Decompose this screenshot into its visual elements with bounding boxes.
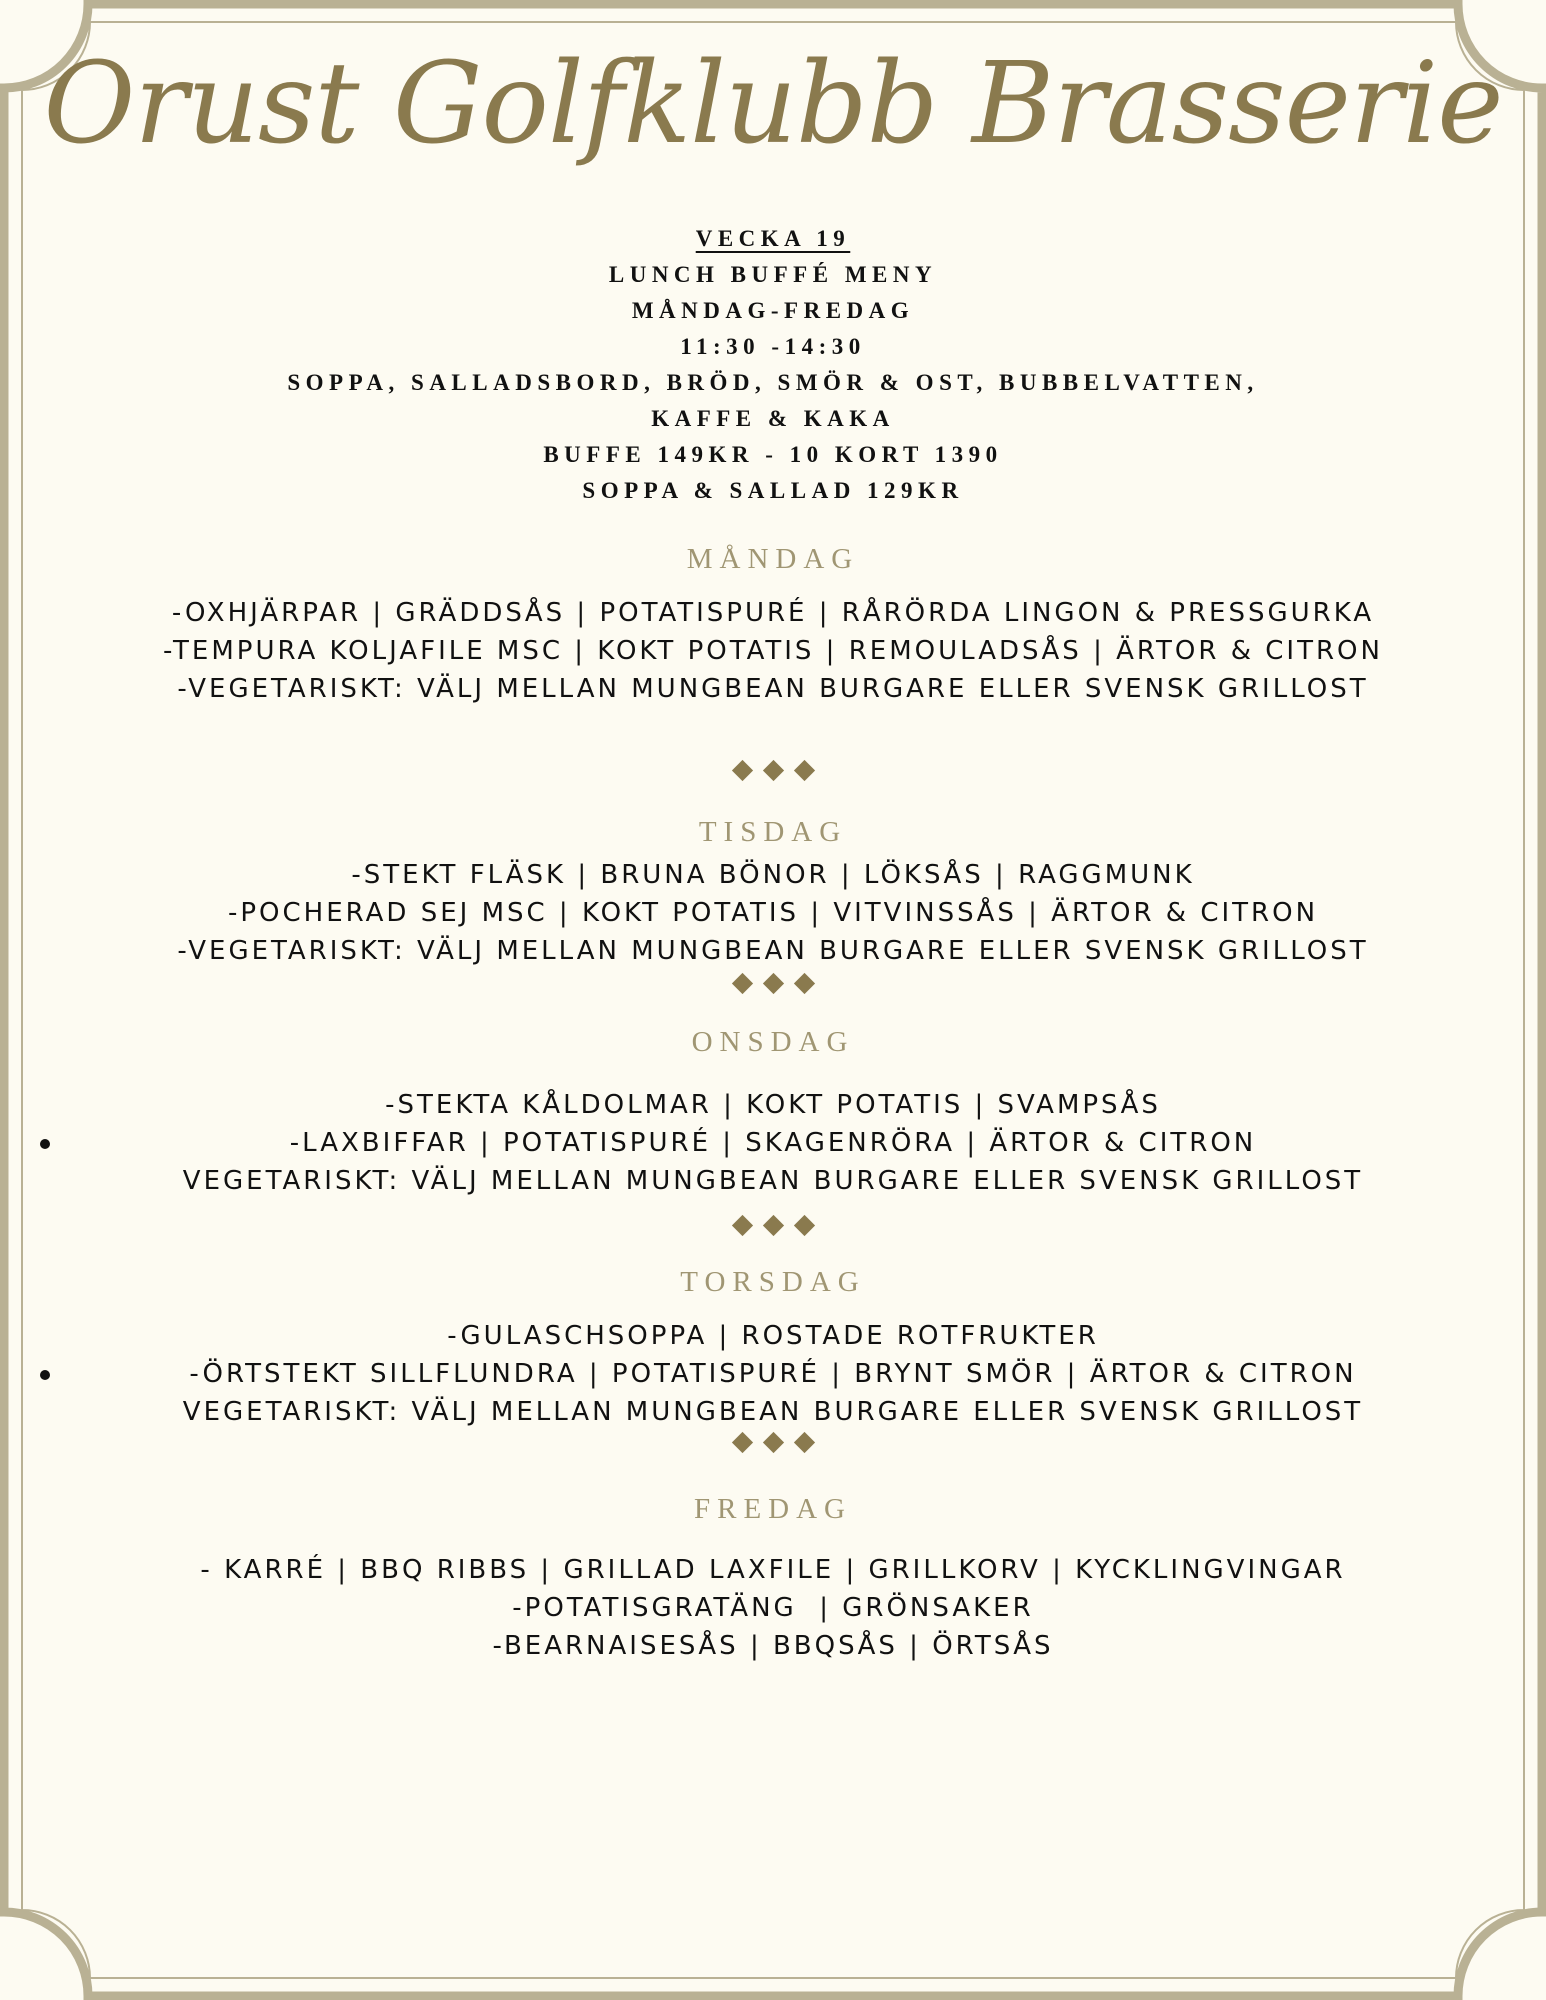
menu-subtitle: LUNCH BUFFÉ MENY (608, 262, 938, 287)
menu-item: -TEMPURA KOLJAFILE MSC | KOKT POTATIS | REMOULADSÅS | ÄRTOR & CITRON (163, 636, 1383, 666)
menu-item: -STEKT FLÄSK | BRUNA BÖNOR | LÖKSÅS | RAGGMUNK (351, 860, 1195, 890)
serving-days: MÅNDAG-FREDAG (631, 298, 915, 323)
day-heading-torsdag: TORSDAG (680, 1266, 866, 1298)
diamond-icon (762, 973, 783, 994)
diamond-icon (793, 760, 814, 781)
diamond-divider (0, 1435, 1546, 1459)
serving-hours: 11:30 -14:30 (680, 334, 866, 359)
diamond-icon (731, 1215, 752, 1236)
week-label: VECKA 19 (695, 226, 851, 251)
diamond-icon (762, 1432, 783, 1453)
price-buffe: BUFFE 149KR - 10 KORT 1390 (543, 442, 1003, 467)
menu-item: VEGETARISKT: VÄLJ MELLAN MUNGBEAN BURGARE ELLER SVENSK GRILLOST (182, 1166, 1364, 1196)
diamond-icon (793, 1432, 814, 1453)
menu-item: VEGETARISKT: VÄLJ MELLAN MUNGBEAN BURGARE ELLER SVENSK GRILLOST (182, 1397, 1364, 1427)
diamond-icon (731, 973, 752, 994)
page-title: Orust Golfklubb Brasserie (43, 39, 1503, 169)
diamond-icon (793, 973, 814, 994)
menu-item: - KARRÉ | BBQ RIBBS | GRILLAD LAXFILE | GRILLKORV | KYCKLINGVINGAR (200, 1555, 1346, 1585)
diamond-icon (731, 760, 752, 781)
diamond-divider (0, 763, 1546, 787)
menu-item: -ÖRTSTEKT SILLFLUNDRA | POTATISPURÉ | BRYNT SMÖR | ÄRTOR & CITRON (189, 1359, 1357, 1389)
includes-line-1: SOPPA, SALLADSBORD, BRÖD, SMÖR & OST, BUBBELVATTEN, (287, 370, 1259, 395)
day-heading-mandag: MÅNDAG (686, 543, 860, 575)
menu-item: -GULASCHSOPPA | ROSTADE ROTFRUKTER (447, 1321, 1099, 1351)
menu-item: -OXHJÄRPAR | GRÄDDSÅS | POTATISPURÉ | RÅRÖRDA LINGON & PRESSGURKA (171, 598, 1375, 628)
diamond-divider (0, 1218, 1546, 1242)
diamond-icon (793, 1215, 814, 1236)
menu-item: -BEARNAISESÅS | BBQSÅS | ÖRTSÅS (492, 1631, 1054, 1661)
day-heading-onsdag: ONSDAG (691, 1026, 855, 1058)
diamond-divider (0, 976, 1546, 1000)
diamond-icon (762, 760, 783, 781)
day-heading-tisdag: TISDAG (698, 816, 848, 848)
menu-item: -POTATISGRATÄNG | GRÖNSAKER (512, 1593, 1034, 1623)
price-soup-salad: SOPPA & SALLAD 129KR (582, 478, 964, 503)
menu-item: -STEKTA KÅLDOLMAR | KOKT POTATIS | SVAMPSÅS (385, 1090, 1161, 1120)
menu-item: -LAXBIFFAR | POTATISPURÉ | SKAGENRÖRA | ÄRTOR & CITRON (289, 1128, 1257, 1158)
includes-line-2: KAFFE & KAKA (651, 406, 895, 431)
day-heading-fredag: FREDAG (693, 1493, 852, 1525)
menu-item: -VEGETARISKT: VÄLJ MELLAN MUNGBEAN BURGARE ELLER SVENSK GRILLOST (177, 936, 1369, 966)
menu-item: -VEGETARISKT: VÄLJ MELLAN MUNGBEAN BURGARE ELLER SVENSK GRILLOST (177, 674, 1369, 704)
diamond-icon (731, 1432, 752, 1453)
diamond-icon (762, 1215, 783, 1236)
menu-item: -POCHERAD SEJ MSC | KOKT POTATIS | VITVINSSÅS | ÄRTOR & CITRON (227, 898, 1319, 928)
